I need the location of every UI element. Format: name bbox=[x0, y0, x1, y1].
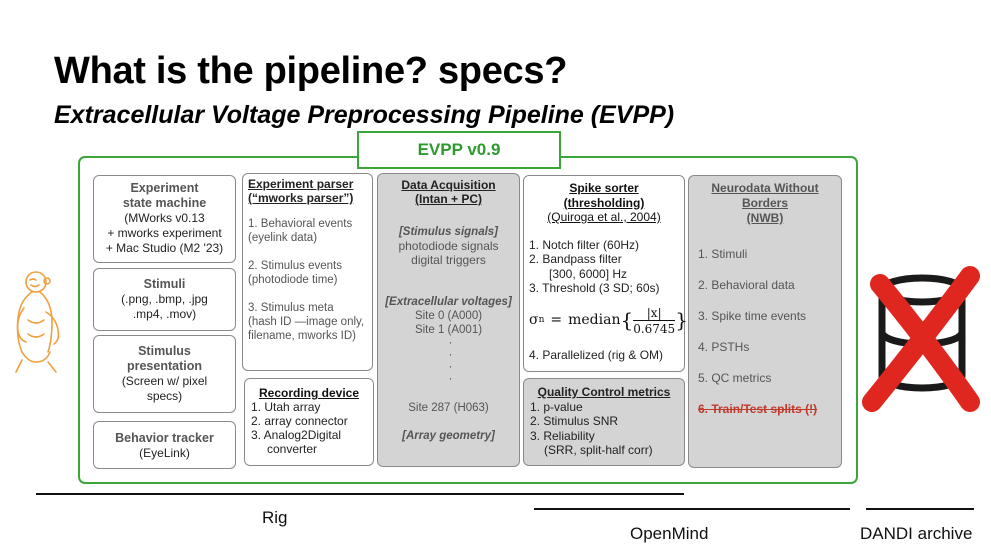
parser-item-3: 3. Stimulus meta bbox=[248, 302, 334, 314]
data-acquisition-box bbox=[377, 173, 520, 467]
formula-numerator: |x| bbox=[646, 305, 662, 320]
formula-denominator: 0.6745 bbox=[633, 321, 676, 336]
site-ellipsis-1: · bbox=[448, 337, 453, 349]
recording-item-1: 1. Utah array bbox=[251, 400, 321, 414]
parser-item-3-detail: (hash ID —image only, filename, mworks ID) bbox=[248, 316, 365, 342]
state-machine-title: Experiment state machine bbox=[122, 181, 207, 210]
state-machine-line3: + Mac Studio (M2 '23) bbox=[105, 241, 224, 255]
rig-rule bbox=[36, 493, 684, 495]
site-287: Site 287 (H063) bbox=[408, 402, 489, 414]
presentation-title: Stimulus presentation bbox=[126, 344, 202, 373]
spike-step-4: 4. Parallelized (rig & OM) bbox=[529, 347, 664, 362]
nwb-item-5: 5. QC metrics bbox=[698, 371, 772, 385]
spike-sorter-box bbox=[523, 175, 688, 372]
dandi-rule bbox=[866, 508, 974, 510]
site-ellipsis-3: · bbox=[448, 361, 453, 373]
nwb-item-2: 2. Behavioral data bbox=[698, 278, 795, 292]
stim-signal-2: digital triggers bbox=[411, 253, 486, 267]
spike-step-1: 1. Notch filter (60Hz) bbox=[529, 237, 640, 252]
version-badge: EVPP v0.9 bbox=[357, 131, 561, 169]
threshold-formula: σ n = median { $\frac{|x|}{0.6745}$ } bbox=[529, 299, 679, 343]
qc-box bbox=[523, 378, 685, 466]
slide-title: What is the pipeline? specs? bbox=[54, 50, 568, 92]
qc-title: Quality Control metrics bbox=[537, 385, 671, 399]
presentation-detail: (Screen w/ pixel specs) bbox=[121, 374, 208, 403]
site-ellipsis-4: · bbox=[448, 373, 453, 385]
stim-signal-1: photodiode signals bbox=[398, 239, 499, 253]
state-machine-line1: (MWorks v0.13 bbox=[124, 211, 205, 225]
site-ellipsis-2: · bbox=[448, 349, 453, 361]
formula-median: median bbox=[568, 312, 621, 329]
spike-step-2: 2. Bandpass filter bbox=[529, 252, 622, 266]
parser-item-2-detail: (photodiode time) bbox=[248, 274, 338, 286]
parser-title: Experiment parser bbox=[248, 177, 354, 191]
data-acquisition-subtitle: (Intan + PC) bbox=[414, 192, 482, 206]
monkey-icon bbox=[6, 268, 64, 376]
data-acquisition-title: Data Acquisition bbox=[401, 178, 496, 192]
formula-sigma: σ bbox=[529, 312, 539, 329]
recording-device-title: Recording device bbox=[258, 386, 360, 400]
formula-equals: = bbox=[550, 312, 563, 329]
openmind-label: OpenMind bbox=[630, 524, 709, 543]
openmind-rule bbox=[534, 508, 850, 510]
stim-signals-header: [Stimulus signals] bbox=[398, 226, 499, 238]
site-0: Site 0 (A000) bbox=[414, 310, 483, 322]
state-machine-box bbox=[93, 175, 236, 263]
recording-device-box bbox=[244, 378, 374, 466]
parser-subtitle: (“mworks parser”) bbox=[248, 191, 354, 205]
presentation-box bbox=[93, 335, 236, 413]
dandi-label: DANDI archive bbox=[860, 524, 973, 543]
nwb-item-1: 1. Stimuli bbox=[698, 247, 748, 261]
nwb-box bbox=[688, 175, 842, 468]
nwb-title-2: Borders bbox=[741, 196, 788, 210]
nwb-title-3: (NWB) bbox=[746, 211, 784, 225]
formula-subscript: n bbox=[538, 315, 545, 326]
spike-sorter-title: Spike sorter bbox=[569, 181, 639, 195]
site-1: Site 1 (A001) bbox=[414, 324, 483, 336]
recording-item-2: 2. array connector bbox=[251, 414, 348, 428]
parser-item-2: 2. Stimulus events bbox=[248, 260, 342, 272]
stimuli-title: Stimuli bbox=[143, 277, 186, 291]
array-geometry: [Array geometry] bbox=[402, 430, 495, 442]
nwb-item-4: 4. PSTHs bbox=[698, 340, 750, 354]
tracker-title: Behavior tracker bbox=[115, 431, 214, 445]
rig-label: Rig bbox=[262, 508, 288, 527]
voltages-header: [Extracellular voltages] bbox=[385, 296, 512, 308]
spike-step-2-range: [300, 6000] Hz bbox=[549, 266, 628, 281]
nwb-title: Neurodata Without bbox=[711, 181, 819, 195]
parser-box bbox=[242, 173, 373, 371]
qc-item-3: 3. Reliability bbox=[530, 428, 595, 443]
red-cross-icon bbox=[858, 262, 988, 420]
nwb-item-6-struck: 6. Train/Test splits (!) bbox=[698, 402, 818, 416]
qc-item-1: 1. p-value bbox=[530, 399, 583, 414]
parser-item-1: 1. Behavioral events bbox=[248, 218, 353, 230]
qc-item-2: 2. Stimulus SNR bbox=[530, 414, 619, 428]
nwb-item-3: 3. Spike time events bbox=[698, 309, 807, 323]
tracker-box bbox=[93, 421, 236, 469]
recording-item-3: 3. Analog2Digital converter bbox=[251, 428, 342, 456]
stimuli-box bbox=[93, 268, 236, 331]
parser-item-1-detail: (eyelink data) bbox=[248, 232, 318, 244]
slide-subtitle: Extracellular Voltage Preprocessing Pipeline (EVPP) bbox=[54, 101, 675, 129]
spike-sorter-subtitle: (thresholding) bbox=[563, 195, 645, 210]
spike-sorter-citation: (Quiroga et al., 2004) bbox=[547, 210, 661, 224]
state-machine-line2: + mworks experiment bbox=[107, 226, 222, 240]
spike-step-3: 3. Threshold (3 SD; 60s) bbox=[529, 281, 660, 295]
stimuli-formats-2: .mp4, .mov) bbox=[132, 307, 197, 321]
tracker-detail: (EyeLink) bbox=[139, 446, 190, 460]
qc-item-3-detail: (SRR, split-half corr) bbox=[544, 443, 653, 457]
stimuli-formats-1: (.png, .bmp, .jpg bbox=[121, 292, 208, 306]
